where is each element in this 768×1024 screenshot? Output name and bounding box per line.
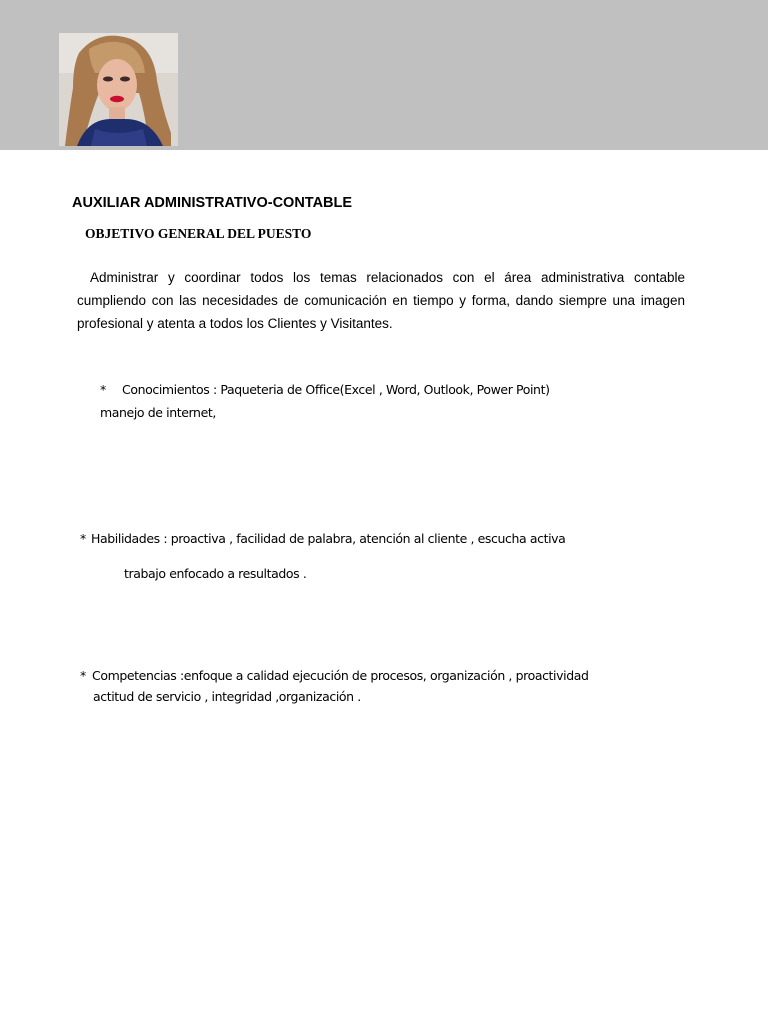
job-title: AUXILIAR ADMINISTRATIVO-CONTABLE — [72, 195, 353, 211]
conocimientos-line-2: manejo de internet, — [100, 405, 216, 420]
competencias-line-2: actitud de servicio , integridad ,organización . — [93, 689, 361, 704]
profile-photo — [59, 33, 178, 146]
objective-text: Administrar y coordinar todos los temas relacionados con el área administrativa contable cumpliendo con las necesidades de comunicación en tiempo y forma, dando siempre una imagen profesional y atenta a todos los Clientes y Visitantes. — [77, 270, 685, 331]
competencias-bullet: * — [80, 668, 87, 683]
competencias-line-1: Competencias :enfoque a calidad ejecución de procesos, organización , proactividad — [92, 668, 589, 683]
objective-paragraph — [77, 266, 685, 335]
conocimientos-line-1: Conocimientos : Paqueteria de Office(Excel , Word, Outlook, Power Point) — [122, 382, 550, 397]
habilidades-line-1: Habilidades : proactiva , facilidad de palabra, atención al cliente , escucha activa — [91, 531, 566, 546]
objective-heading: OBJETIVO GENERAL DEL PUESTO — [85, 226, 312, 241]
conocimientos-bullet: * — [100, 382, 107, 397]
habilidades-bullet: * — [80, 531, 87, 546]
habilidades-line-2: trabajo enfocado a resultados . — [124, 566, 307, 581]
